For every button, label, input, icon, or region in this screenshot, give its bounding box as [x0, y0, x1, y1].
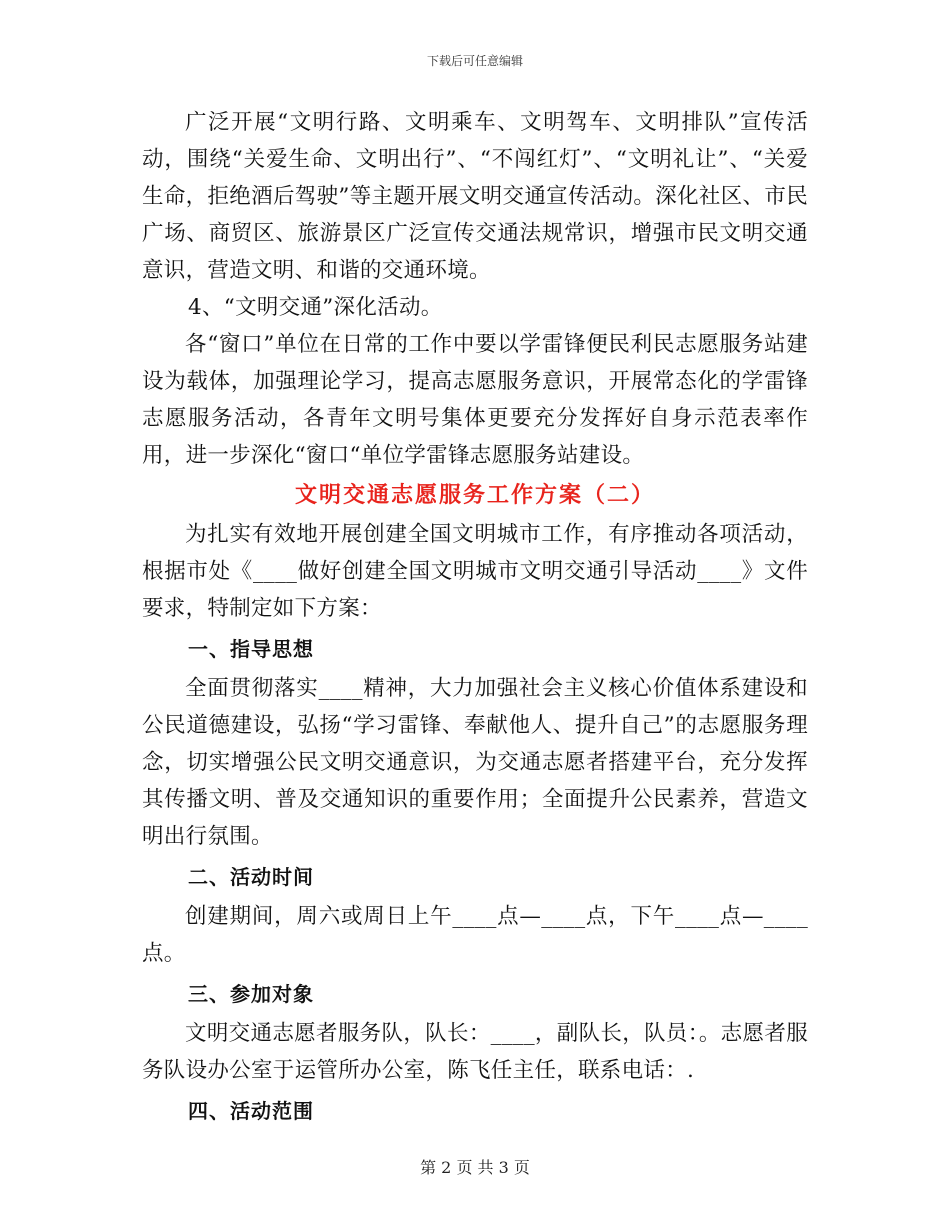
paragraph-intro: 为扎实有效地开展创建全国文明城市工作，有序推动各项活动，根据市处《____做好创建全国文明城市文明交通引导活动____》文件要求，特制定如下方案：: [142, 522, 808, 621]
section-heading-participants: 三、参加对象: [188, 982, 314, 1006]
paragraph-window-units: 各“窗口”单位在日常的工作中要以学雷锋便民利民志愿服务站建设为载体，加强理论学习，提高志愿服务意识，开展常态化的学雷锋志愿服务活动，各青年文明号集体更要充分发挥好自身示范表率作用，进一步深化“窗口“单位学雷锋志愿服务站建设。: [142, 332, 808, 468]
item-4-heading: 4、“文明交通”深化活动。: [188, 295, 443, 320]
paragraph-publicity: 广泛开展“文明行路、文明乘车、文明驾车、文明排队”宣传活动，围绕“关爱生命、文明出行”、“不闯红灯”、“文明礼让”、“关爱生命，拒绝酒后驾驶”等主题开展文明交通宣传活动。深化社区、市民广场、商贸区、旅游景区广泛宣传交通法规常识，增强市民文明交通意识，营造文明、和谐的交通环境。: [142, 110, 808, 283]
section-heading-activity-time: 二、活动时间: [188, 865, 314, 889]
page-number: 第 2 页 共 3 页: [420, 1158, 530, 1177]
section-heading-guiding-thought: 一、指导思想: [188, 637, 314, 661]
document-body: [142, 104, 808, 1132]
section-heading-activity-scope: 四、活动范围: [188, 1099, 314, 1123]
page-header-note: 下载后可任意编辑: [426, 54, 523, 68]
paragraph-guiding-thought: 全面贯彻落实____精神，大力加强社会主义核心价值体系建设和公民道德建设，弘扬“学习雷锋、奉献他人、提升自己”的志愿服务理念，切实增强公民文明交通意识，为交通志愿者搭建平台，充分发挥其传播文明、普及交通知识的重要作用；全面提升公民素养，营造文明出行氛围。: [142, 676, 808, 849]
document-title: 文明交通志愿服务工作方案（二）: [294, 483, 655, 508]
paragraph-participants: 文明交通志愿者服务队，队长：____，副队长，队员：。志愿者服务队设办公室于运管所办公室，陈飞任主任，联系电话：.: [142, 1021, 808, 1083]
paragraph-activity-time: 创建期间，周六或周日上午____点—____点，下午____点—____点。: [142, 904, 808, 966]
